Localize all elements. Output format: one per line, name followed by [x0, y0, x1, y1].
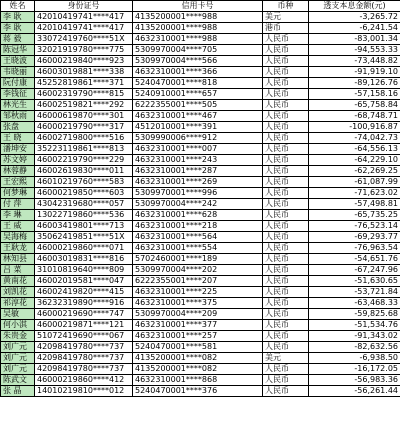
cell-amount: -65,758.84	[309, 100, 400, 111]
cell-currency: 人民币	[263, 144, 309, 155]
cell-amount: -73,448.82	[309, 56, 400, 67]
cell-name: 张 晶	[1, 386, 35, 397]
cell-currency: 人民币	[263, 78, 309, 89]
cell-id: 46000219690****747	[35, 309, 133, 320]
cell-name: 邹秋雨	[1, 111, 35, 122]
cell-currency: 人民币	[263, 56, 309, 67]
cell-id: 42098419780****737	[35, 364, 133, 375]
cell-currency: 人民币	[263, 243, 309, 254]
cell-id: 46002019581****047	[35, 276, 133, 287]
cell-name: 陈冠华	[1, 45, 35, 56]
cell-currency: 人民币	[263, 331, 309, 342]
cell-id: 46003419801****713	[35, 221, 133, 232]
cell-id: 35223119861****813	[35, 144, 133, 155]
cell-id: 46002519821****292	[35, 100, 133, 111]
cell-name: 苏文婷	[1, 155, 35, 166]
cell-currency: 人民币	[263, 298, 309, 309]
table-row	[1, 386, 400, 397]
cell-card: 4632310001****218	[133, 221, 263, 232]
cell-currency: 人民币	[263, 210, 309, 221]
cell-card: 4632310001****287	[133, 166, 263, 177]
cell-name: 何小淇	[1, 320, 35, 331]
table-row	[1, 221, 400, 232]
cell-amount: -57,498.81	[309, 199, 400, 210]
cell-id: 14010219810****012	[35, 386, 133, 397]
cell-card: 4632310001****007	[133, 144, 263, 155]
cell-currency: 人民币	[263, 100, 309, 111]
cell-name: 王 威	[1, 221, 35, 232]
cell-amount: -3,265.72	[309, 12, 400, 23]
cell-name: 李 耿	[1, 23, 35, 34]
cell-name: 林知县	[1, 254, 35, 265]
table-row	[1, 287, 400, 298]
table-row	[1, 122, 400, 133]
cell-amount: -63,468.33	[309, 298, 400, 309]
cell-amount: -100,916.87	[309, 122, 400, 133]
cell-id: 32021919780****775	[35, 45, 133, 56]
cell-currency: 人民币	[263, 155, 309, 166]
table-row	[1, 111, 400, 122]
table-row	[1, 309, 400, 320]
cell-card: 4632310001****375	[133, 298, 263, 309]
table-row	[1, 243, 400, 254]
cell-name: 李 琳	[1, 210, 35, 221]
cell-card: 4632310001****225	[133, 287, 263, 298]
cell-name: 黄南花	[1, 276, 35, 287]
cell-name: 张盘	[1, 122, 35, 133]
header-name: 姓名	[1, 1, 35, 12]
cell-amount: -53,721.84	[309, 287, 400, 298]
cell-currency: 人民币	[263, 133, 309, 144]
table-body	[1, 12, 400, 397]
cell-id: 46000219860****071	[35, 243, 133, 254]
cell-card: 5309970004****202	[133, 265, 263, 276]
cell-name: 刘凯花	[1, 287, 35, 298]
cell-currency: 人民币	[263, 287, 309, 298]
cell-card: 4632310001****377	[133, 320, 263, 331]
cell-currency: 人民币	[263, 364, 309, 375]
header-amount: 透支本息金额(元)	[309, 1, 400, 12]
table-row	[1, 298, 400, 309]
cell-id: 45252819861****371	[35, 78, 133, 89]
cell-id: 33072419760****51X	[35, 34, 133, 45]
cell-currency: 人民币	[263, 221, 309, 232]
cell-id: 46010219760****583	[35, 177, 133, 188]
cell-id: 31010819640****809	[35, 265, 133, 276]
cell-card: 5240470001****818	[133, 78, 263, 89]
cell-amount: -89,126.76	[309, 78, 400, 89]
cell-card: 4512010001****391	[133, 122, 263, 133]
table-row	[1, 45, 400, 56]
cell-amount: -94,553.33	[309, 45, 400, 56]
cell-id: 42098419780****737	[35, 342, 133, 353]
cell-currency: 人民币	[263, 386, 309, 397]
cell-amount: -56,261.44	[309, 386, 400, 397]
table-row	[1, 100, 400, 111]
cell-amount: -64,229.10	[309, 155, 400, 166]
cell-name: 王晓波	[1, 56, 35, 67]
cell-name: 李 耿	[1, 12, 35, 23]
table-row	[1, 12, 400, 23]
cell-id: 43042319680****057	[35, 199, 133, 210]
cell-card: 4135200001****082	[133, 364, 263, 375]
cell-id: 46000619870****301	[35, 111, 133, 122]
table-row	[1, 23, 400, 34]
cell-amount: -74,042.73	[309, 133, 400, 144]
cell-card: 6222355001****207	[133, 276, 263, 287]
cell-currency: 人民币	[263, 111, 309, 122]
cell-card: 4632310001****269	[133, 177, 263, 188]
table-row	[1, 232, 400, 243]
cell-name: 林蓉静	[1, 166, 35, 177]
cell-id: 46000219850****603	[35, 188, 133, 199]
cell-card: 4135200001****988	[133, 23, 263, 34]
table-row	[1, 155, 400, 166]
cell-amount: -57,158.16	[309, 89, 400, 100]
table-row	[1, 375, 400, 386]
cell-id: 42010419741****417	[35, 23, 133, 34]
cell-card: 5240470001****376	[133, 386, 263, 397]
cell-currency: 人民币	[263, 309, 309, 320]
cell-amount: -83,001.34	[309, 34, 400, 45]
cell-amount: -67,247.96	[309, 265, 400, 276]
cell-currency: 人民币	[263, 45, 309, 56]
cell-amount: -16,172.05	[309, 364, 400, 375]
table-row	[1, 34, 400, 45]
cell-amount: -6,241.54	[309, 23, 400, 34]
header-card: 信用卡号	[133, 1, 263, 12]
cell-amount: -62,269.25	[309, 166, 400, 177]
cell-name: 韦晓丽	[1, 67, 35, 78]
table-row	[1, 276, 400, 287]
table-row	[1, 67, 400, 78]
cell-card: 5309970004****209	[133, 309, 263, 320]
cell-currency: 人民币	[263, 188, 309, 199]
table-row	[1, 210, 400, 221]
table-row	[1, 342, 400, 353]
cell-currency: 人民币	[263, 122, 309, 133]
cell-name: 刘广元	[1, 342, 35, 353]
cell-amount: -6,938.50	[309, 353, 400, 364]
cell-amount: -65,735.25	[309, 210, 400, 221]
table-row	[1, 364, 400, 375]
cell-amount: -68,748.71	[309, 111, 400, 122]
cell-currency: 人民币	[263, 67, 309, 78]
cell-id: 46002619830****011	[35, 166, 133, 177]
cell-card: 6222355001****505	[133, 100, 263, 111]
cell-id: 35062419851****51X	[35, 232, 133, 243]
cell-id: 46002419820****415	[35, 287, 133, 298]
table-row	[1, 166, 400, 177]
cell-name: 陈武文	[1, 375, 35, 386]
table-row	[1, 199, 400, 210]
cell-amount: -71,623.02	[309, 188, 400, 199]
cell-card: 5702460001****189	[133, 254, 263, 265]
table-row	[1, 254, 400, 265]
cell-name: 李钱征	[1, 89, 35, 100]
cell-amount: -51,630.65	[309, 276, 400, 287]
table-row	[1, 331, 400, 342]
cell-card: 5240470001****581	[133, 342, 263, 353]
cell-name: 王宏熙	[1, 177, 35, 188]
cell-amount: -91,343.02	[309, 331, 400, 342]
cell-id: 46000219790****317	[35, 122, 133, 133]
cell-name: 吴海梅	[1, 232, 35, 243]
cell-name: 潘坤安	[1, 144, 35, 155]
cell-card: 4135200001****082	[133, 353, 263, 364]
cell-id: 46002719800****516	[35, 133, 133, 144]
cell-name: 刘广元	[1, 364, 35, 375]
cell-name: 祁淳花	[1, 298, 35, 309]
cell-currency: 人民币	[263, 166, 309, 177]
cell-currency: 人民币	[263, 320, 309, 331]
cell-currency: 人民币	[263, 342, 309, 353]
table-row	[1, 144, 400, 155]
cell-currency: 美元	[263, 12, 309, 23]
cell-name: 朱贵金	[1, 331, 35, 342]
cell-amount: -91,919.10	[309, 67, 400, 78]
cell-name: 王耿龙	[1, 243, 35, 254]
cell-amount: -51,534.76	[309, 320, 400, 331]
cell-name: 刘广元	[1, 353, 35, 364]
cell-card: 5309970001****996	[133, 188, 263, 199]
cell-currency: 人民币	[263, 375, 309, 386]
cell-currency: 人民币	[263, 232, 309, 243]
cell-card: 4632310001****243	[133, 155, 263, 166]
cell-card: 4632310001****628	[133, 210, 263, 221]
cell-currency: 人民币	[263, 265, 309, 276]
cell-card: 4632310001****257	[133, 331, 263, 342]
cell-name: 何梦琳	[1, 188, 35, 199]
header-row	[1, 1, 400, 12]
cell-name: 蒋 毅	[1, 34, 35, 45]
cell-currency: 人民币	[263, 276, 309, 287]
cell-card: 5309970004****566	[133, 56, 263, 67]
header-id: 身份证号	[35, 1, 133, 12]
header-currency: 币种	[263, 1, 309, 12]
cell-currency: 港币	[263, 23, 309, 34]
cell-card: 4632310001****554	[133, 243, 263, 254]
cell-name: 吕 菜	[1, 265, 35, 276]
cell-amount: -69,293.77	[309, 232, 400, 243]
cell-amount: -56,983.36	[309, 375, 400, 386]
cell-card: 4135200001****988	[133, 12, 263, 23]
cell-currency: 人民币	[263, 199, 309, 210]
cell-card: 4632310001****988	[133, 34, 263, 45]
table-row	[1, 188, 400, 199]
cell-name: 阮付康	[1, 78, 35, 89]
cell-id: 46003019831****816	[35, 254, 133, 265]
cell-id: 13022719860****536	[35, 210, 133, 221]
cell-currency: 美元	[263, 353, 309, 364]
cell-id: 46002219790****229	[35, 155, 133, 166]
cell-id: 46000219860****412	[35, 375, 133, 386]
cell-currency: 人民币	[263, 89, 309, 100]
cell-card: 5309970004****705	[133, 45, 263, 56]
table-row	[1, 320, 400, 331]
cell-amount: -59,825.68	[309, 309, 400, 320]
table-row	[1, 265, 400, 276]
cell-amount: -64,556.13	[309, 144, 400, 155]
cell-name: 付 萍	[1, 199, 35, 210]
cell-card: 4632310001****564	[133, 232, 263, 243]
table-row	[1, 353, 400, 364]
cell-id: 46003019881****338	[35, 67, 133, 78]
cell-id: 42010419741****417	[35, 12, 133, 23]
cell-name: 王 晓	[1, 133, 35, 144]
cell-id: 51072419690****067	[35, 331, 133, 342]
cell-card: 4632310001****467	[133, 111, 263, 122]
cell-amount: -76,523.14	[309, 221, 400, 232]
table-row	[1, 78, 400, 89]
cell-id: 46002319790****815	[35, 89, 133, 100]
cell-card: 5309970004****242	[133, 199, 263, 210]
table-row	[1, 56, 400, 67]
cell-card: 5240910001****657	[133, 89, 263, 100]
cell-currency: 人民币	[263, 177, 309, 188]
cell-amount: -54,651.76	[309, 254, 400, 265]
cell-currency: 人民币	[263, 254, 309, 265]
cell-amount: -82,632.56	[309, 342, 400, 353]
cell-id: 46000219871****121	[35, 320, 133, 331]
cell-currency: 人民币	[263, 34, 309, 45]
cell-card: 4632310001****366	[133, 67, 263, 78]
cell-id: 46000219840****923	[35, 56, 133, 67]
cell-id: 42098419780****737	[35, 353, 133, 364]
cell-id: 36232319890****916	[35, 298, 133, 309]
cell-card: 5309990006****912	[133, 133, 263, 144]
table-row	[1, 133, 400, 144]
table-row	[1, 177, 400, 188]
cell-name: 林光生	[1, 100, 35, 111]
table-row	[1, 89, 400, 100]
cell-card: 4632310001****868	[133, 375, 263, 386]
cell-amount: -76,963.54	[309, 243, 400, 254]
cell-name: 吴敏	[1, 309, 35, 320]
cell-amount: -61,087.99	[309, 177, 400, 188]
